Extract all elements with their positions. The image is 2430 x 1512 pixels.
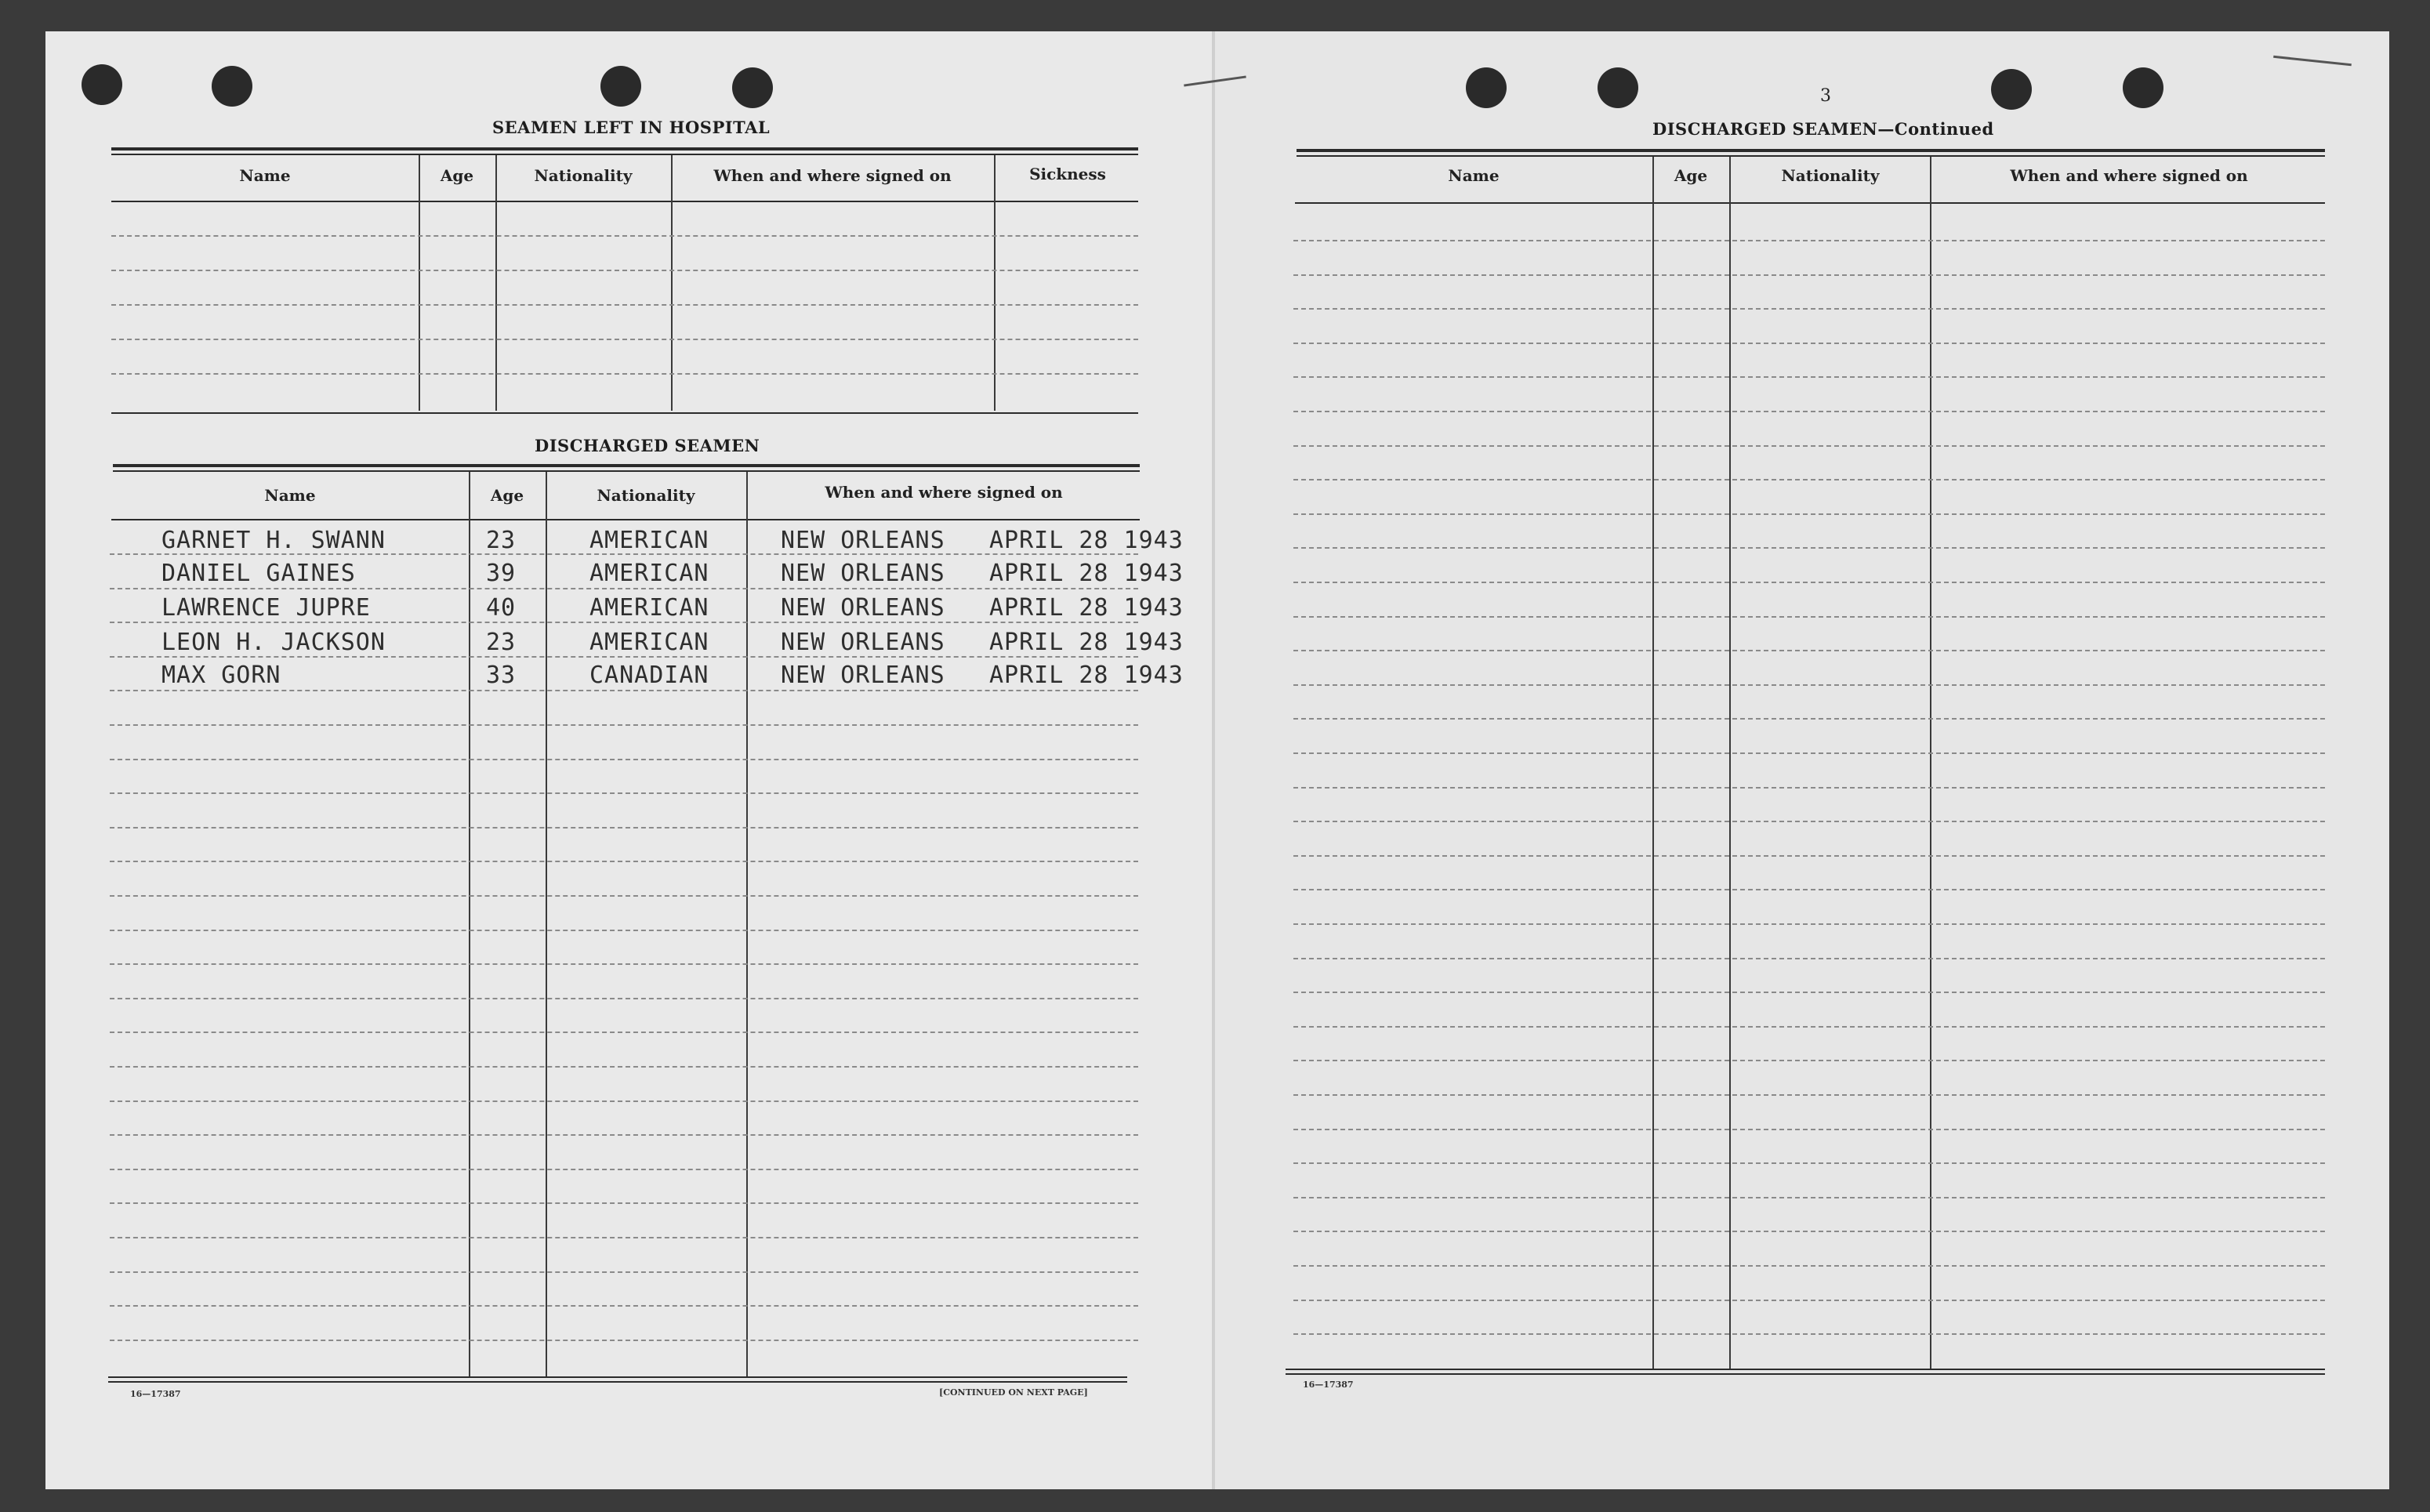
discharged-header-rule <box>111 519 1140 520</box>
ruled-line <box>1293 821 2325 822</box>
ruled-line <box>110 553 1138 555</box>
ruled-line <box>110 930 1138 931</box>
punch-hole <box>1466 67 1507 108</box>
ruled-line <box>1293 343 2325 344</box>
right-col-divider <box>1930 157 1931 1370</box>
ruled-line <box>110 1169 1138 1170</box>
ruled-line <box>1293 1162 2325 1164</box>
ruled-line <box>1293 582 2325 583</box>
punch-hole <box>732 67 773 108</box>
ruled-line <box>110 759 1138 760</box>
hospital-header-signed-on: When and where signed on <box>713 166 952 185</box>
discharged-header-name: Name <box>264 486 316 505</box>
seaman-nationality: CANADIAN <box>589 662 709 689</box>
ruled-line <box>1293 1197 2325 1198</box>
seaman-signed-place: NEW ORLEANS <box>781 629 945 656</box>
right-bottom-rule <box>1286 1369 2325 1370</box>
left-form-number: 16—17387 <box>130 1389 181 1399</box>
ruled-line <box>1293 1060 2325 1061</box>
seaman-signed-place: NEW ORLEANS <box>781 527 945 554</box>
seaman-nationality: AMERICAN <box>589 594 709 622</box>
ruled-line <box>110 622 1138 623</box>
ruled-line <box>1293 274 2325 276</box>
ruled-line <box>110 1202 1138 1204</box>
seaman-age: 33 <box>486 662 517 689</box>
seaman-nationality: AMERICAN <box>589 560 709 587</box>
discharged-header-age: Age <box>490 486 524 505</box>
punch-hole <box>212 66 252 107</box>
seaman-signed-place: NEW ORLEANS <box>781 594 945 622</box>
punch-hole <box>82 64 122 105</box>
ruled-line <box>1293 1265 2325 1267</box>
continued-note: [CONTINUED ON NEXT PAGE] <box>939 1387 1088 1398</box>
discharged-col-divider <box>546 472 547 1378</box>
page-number: 3 <box>1820 86 1831 106</box>
hospital-row-line <box>111 339 1138 340</box>
ruled-line <box>1293 376 2325 378</box>
discharged-col-divider <box>469 472 470 1378</box>
ruled-line <box>1293 650 2325 651</box>
hospital-header-name: Name <box>239 166 291 185</box>
hospital-bottom-rule <box>111 412 1138 414</box>
right-page <box>1213 31 2389 1489</box>
ruled-line <box>110 1066 1138 1068</box>
right-col-divider <box>1729 157 1731 1370</box>
hospital-top-rule-thin <box>111 154 1138 155</box>
hospital-section-title: SEAMEN LEFT IN HOSPITAL <box>492 118 771 137</box>
seaman-age: 39 <box>486 560 517 587</box>
ruled-line <box>110 588 1138 589</box>
hospital-row-line <box>111 270 1138 271</box>
ruled-line <box>110 1340 1138 1341</box>
seaman-signed-date: APRIL 28 1943 <box>989 629 1184 656</box>
left-page <box>45 31 1213 1489</box>
ruled-line <box>110 861 1138 862</box>
ruled-line <box>110 895 1138 897</box>
hospital-header-sickness: Sickness <box>1029 165 1106 183</box>
ruled-line <box>1293 752 2325 754</box>
ruled-line <box>1293 1333 2325 1335</box>
ruled-line <box>110 656 1138 658</box>
ruled-line <box>1293 479 2325 480</box>
seaman-signed-date: APRIL 28 1943 <box>989 662 1184 689</box>
discharged-top-rule <box>113 464 1140 467</box>
ruled-line <box>1293 684 2325 686</box>
ruled-line <box>1293 547 2325 549</box>
punch-hole <box>2123 67 2163 108</box>
seaman-age: 23 <box>486 629 517 656</box>
ruled-line <box>110 1305 1138 1307</box>
ruled-line <box>1293 958 2325 959</box>
ruled-line <box>110 1271 1138 1273</box>
ruled-line <box>1293 240 2325 241</box>
hospital-header-rule <box>111 201 1138 202</box>
seaman-signed-place: NEW ORLEANS <box>781 662 945 689</box>
ruled-line <box>110 1032 1138 1033</box>
right-header-age: Age <box>1674 166 1708 185</box>
discharged-bottom-rule-thin <box>108 1381 1127 1383</box>
punch-hole <box>1991 69 2032 110</box>
ruled-line <box>110 998 1138 999</box>
ruled-line <box>1293 787 2325 789</box>
hospital-row-line <box>111 235 1138 237</box>
ruled-line <box>1293 855 2325 857</box>
discharged-col-divider <box>746 472 748 1378</box>
ruled-line <box>1293 923 2325 925</box>
ruled-line <box>1293 889 2325 890</box>
hospital-header-nationality: Nationality <box>534 166 633 185</box>
ruled-line <box>1293 445 2325 447</box>
discharged-header-nationality: Nationality <box>597 486 695 505</box>
seaman-name: DANIEL GAINES <box>161 560 356 587</box>
right-header-rule <box>1295 202 2325 204</box>
seaman-signed-date: APRIL 28 1943 <box>989 527 1184 554</box>
seaman-name: GARNET H. SWANN <box>161 527 386 554</box>
right-top-rule-thin <box>1297 155 2325 157</box>
ruled-line <box>1293 1300 2325 1301</box>
page-spine <box>1212 31 1215 1489</box>
ruled-line <box>1293 308 2325 310</box>
seaman-age: 23 <box>486 527 517 554</box>
seaman-age: 40 <box>486 594 517 622</box>
seaman-signed-date: APRIL 28 1943 <box>989 560 1184 587</box>
discharged-header-signed-on: When and where signed on <box>825 483 1063 502</box>
hospital-row-line <box>111 373 1138 375</box>
ruled-line <box>1293 1231 2325 1232</box>
right-bottom-rule-thin <box>1286 1373 2325 1375</box>
ruled-line <box>1293 1129 2325 1130</box>
punch-hole <box>600 66 641 107</box>
discharged-top-rule-thin <box>113 470 1140 472</box>
hospital-row-line <box>111 304 1138 306</box>
ruled-line <box>110 1134 1138 1136</box>
discharged-bottom-rule <box>108 1376 1127 1378</box>
seaman-name: LEON H. JACKSON <box>161 629 386 656</box>
seaman-signed-place: NEW ORLEANS <box>781 560 945 587</box>
ruled-line <box>1293 411 2325 412</box>
ruled-line <box>110 827 1138 829</box>
hospital-top-rule <box>111 147 1138 150</box>
hospital-header-age: Age <box>440 166 474 185</box>
ruled-line <box>1293 616 2325 618</box>
seaman-name: MAX GORN <box>161 662 281 689</box>
punch-hole <box>1598 67 1638 108</box>
seaman-signed-date: APRIL 28 1943 <box>989 594 1184 622</box>
discharged-section-title: DISCHARGED SEAMEN <box>535 436 760 455</box>
right-form-number: 16—17387 <box>1303 1380 1354 1390</box>
right-header-nationality: Nationality <box>1781 166 1880 185</box>
ruled-line <box>1293 1094 2325 1096</box>
ruled-line <box>110 963 1138 965</box>
right-section-title: DISCHARGED SEAMEN—Continued <box>1652 119 1994 139</box>
ruled-line <box>110 1100 1138 1102</box>
right-header-name: Name <box>1448 166 1500 185</box>
ruled-line <box>1293 992 2325 993</box>
ruled-line <box>1293 1026 2325 1028</box>
seaman-nationality: AMERICAN <box>589 629 709 656</box>
right-top-rule <box>1297 149 2325 152</box>
right-header-signed-on: When and where signed on <box>2010 166 2248 185</box>
ruled-line <box>1293 718 2325 720</box>
seaman-nationality: AMERICAN <box>589 527 709 554</box>
ruled-line <box>110 792 1138 794</box>
ruled-line <box>110 1237 1138 1238</box>
ruled-line <box>110 690 1138 691</box>
ruled-line <box>1293 513 2325 515</box>
seaman-name: LAWRENCE JUPRE <box>161 594 371 622</box>
right-col-divider <box>1652 157 1654 1370</box>
ruled-line <box>110 724 1138 726</box>
